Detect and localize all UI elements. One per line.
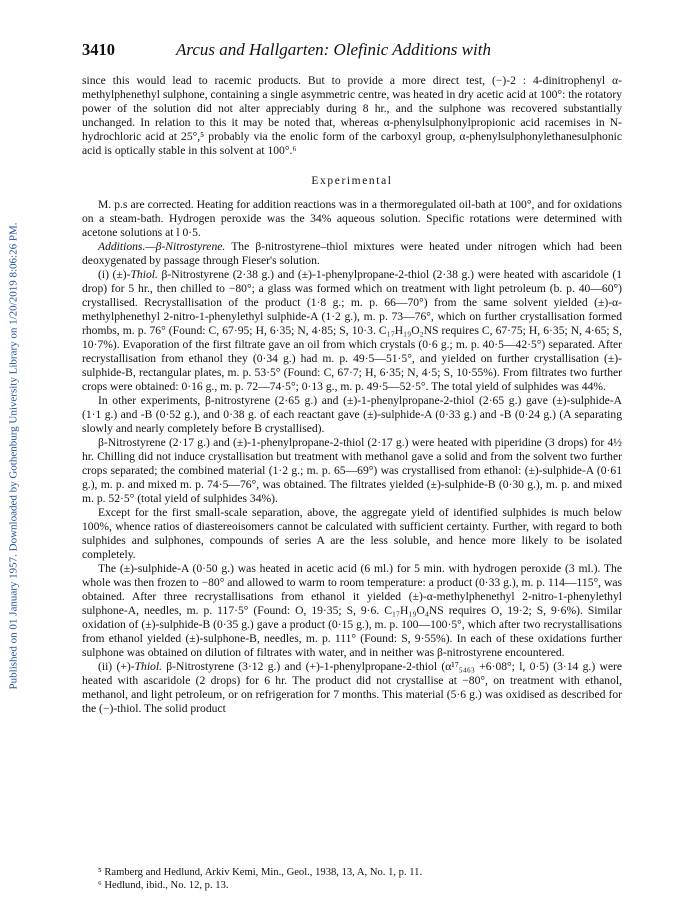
section-heading-experimental: Experimental [311,175,393,187]
page-header [82,40,622,60]
additions-text: The β-nitrostyrene–thiol mixtures were heated under nitrogen which had been deoxygenated by passage through Fieser's solution. [82,240,622,267]
footnotes [82,866,622,892]
running-title: Arcus and Hallgarten: Olefinic Additions with [176,40,491,59]
download-watermark-text: Published on 01 January 1957. Downloaded by Gothenburg University Library on 1/20/2019 8:06:26 PM. [7,222,20,690]
page-number: 3410 [82,40,115,59]
experimental-paragraph-other-experiments: In other experiments, β-nitrostyrene (2·65 g.) and (±)-1-phenylpropane-2-thiol (2·65 g.) gave (±)-sulphide-A (1·1 g.) and -B (0·52 g.), and 0·38 g. of each reactant gave (±)-sulphide-A (0·33 g.) and -B (0·24 g.) (A separating slowly and nearly completely before B crystallised). [82,394,622,435]
run-in-heading-dextro-thiol: Thiol. [134,660,162,673]
racemic-thiol-prefix: (i) (±)- [98,268,131,281]
experimental-paragraph-racemic-thiol [82,268,622,394]
experimental-paragraph-general: M. p.s are corrected. Heating for addition reactions was in a thermoregulated oil-bath at 100°, and for oxidations on a steam-bath. Hydrogen peroxide was the 34% aqueous solution. Specific rotations were determined with acetone solutions at l 0·5. [82,198,622,239]
article-body [82,74,622,716]
run-in-heading-racemic-thiol: Thiol. [130,268,158,281]
footnote-6: ⁶ Hedlund, ibid., No. 12, p. 13. [98,880,229,891]
experimental-paragraph-piperidine: β-Nitrostyrene (2·17 g.) and (±)-1-phenylpropane-2-thiol (2·17 g.) were heated with piperidine (3 drops) for 4½ hr. Chilling did not induce crystallisation but treatment with methanol gave a solid and from the solvent two further crops separated; the combined material (1·2 g.; m. p. 65—69°) was crystallised from ethanol: (±)-sulphide-A (0·61 g.), m. p. and mixed m. p. 74·5—76°, was obtained. The filtrates yielded (±)-sulphide-B (0·30 g.), m. p. and mixed m. p. 52·5° (total yield of sulphides 34%). [82,436,622,505]
download-watermark [0,0,26,912]
experimental-paragraph-additions [82,240,622,268]
dextro-thiol-text: β-Nitrostyrene (3·12 g.) and (+)-1-phenylpropane-2-thiol (α¹⁷₅₄₆₃ +6·08°; l, 0·5) (3·14 g.) were heated with ascaridole (2 drops) for 6 hr. The product did not crystallise at −80°, on treatment with ethanol, methanol, and light petroleum, or on refrigeration for 7 months. This material (5·6 g.) was oxidised as described for the (−)-thiol. The solid product [82,660,623,715]
racemic-thiol-text: β-Nitrostyrene (2·38 g.) and (±)-1-phenylpropane-2-thiol (2·38 g.) were heated with ascaridole (1 drop) for 5 hr., then chilled to −80°; a glass was formed which on treatment with light petroleum (b. p. 40—60°) crystallised. Recrystallisation of the product (1·8 g.; m. p. 66—70°) from the same solvent yielded (±)-α-methylphenethyl 2-nitro-1-phenylethyl sulphide-A (1·2 g.), m. p. 73—76°, which on further crystallisation formed rhombs, m. p. 76° (Found: C, 67·95; H, 6·35; N, 4·85; S, 10·3. C₁₇H₁₉O₂NS requires C, 67·75; H, 6·35; N, 4·65; S, 10·7%). Evaporation of the first filtrate gave an oil from which crystals (0·6 g.; m. p. 40·5—42·5°) separated. After recrystallisation from ethanol they (0·34 g.) had m. p. 49·5—51·5°, and yielded on further crystallisation (±)-sulphide-B, rectangular plates, m. p. 53·5° (Found: C, 67·7; H, 6·35; N, 4·5; S, 10·55%). From filtrates two further crops were obtained: 0·16 g., m. p. 72—74·5°; 0·13 g., m. p. 49·5—52·5°. The total yield of sulphides was 44%. [82,268,622,393]
experimental-paragraph-yield-note: Except for the first small-scale separation, above, the aggregate yield of identified sulphides is much below 100%, whence ratios of diastereoisomers cannot be calculated with sufficient certainty. Further, with regard to both sulphides and sulphones, compounds of series A are the less soluble, and hence more likely to be isolated completely. [82,506,622,561]
intro-paragraph: since this would lead to racemic products. But to provide a more direct test, (−)-2 : 4-dinitrophenyl α-methylphenethyl sulphone, containing a single asymmetric centre, was heated in dry acetic acid at 100°: the rotatory power of the solution did not alter appreciably during 8 hr., and the sulphone was recovered substantially unchanged. In relation to this it may be noted that, whereas α-phenylsulphonylpropionic acid racemises in N-hydrochloric acid at 25°,⁵ probably via the enolic form of the carboxyl group, α-phenylsulphonylethanesulphonic acid is optically stable in this solvent at 100°.⁶ [82,74,622,157]
run-in-heading-additions: Additions.—β-Nitrostyrene. [98,240,226,253]
experimental-paragraph-oxidation: The (±)-sulphide-A (0·50 g.) was heated in acetic acid (6 ml.) for 5 min. with hydrogen peroxide (3 ml.). The whole was then frozen to −80° and allowed to warm to room temperature: a product (0·33 g.), m. p. 114—115°, was obtained. After three recrystallisations from ethanol it yielded (±)-α-methylphenethyl 2-nitro-1-phenylethyl sulphone-A, needles, m. p. 117·5° (Found: O, 19·35; S, 9·6. C₁₇H₁₉O₄NS requires O, 19·2; S, 9·6%). Similar oxidation of (±)-sulphide-B (0·35 g.) gave a product (0·15 g.), m. p. 100—100·5°, which after two recrystallisations from ethanol yielded (±)-sulphone-B, needles, m. p. 111° (Found: S, 9·55%). In each of these oxidations further sulphone was obtained on dilution of filtrates with water, and in neither was β-nitrostyrene encountered. [82,562,622,659]
experimental-paragraph-dextro-thiol [82,660,622,716]
footnote-5: ⁵ Ramberg and Hedlund, Arkiv Kemi, Min., Geol., 1938, 13, A, No. 1, p. 11. [98,867,423,878]
dextro-thiol-prefix: (ii) (+)- [98,660,135,673]
